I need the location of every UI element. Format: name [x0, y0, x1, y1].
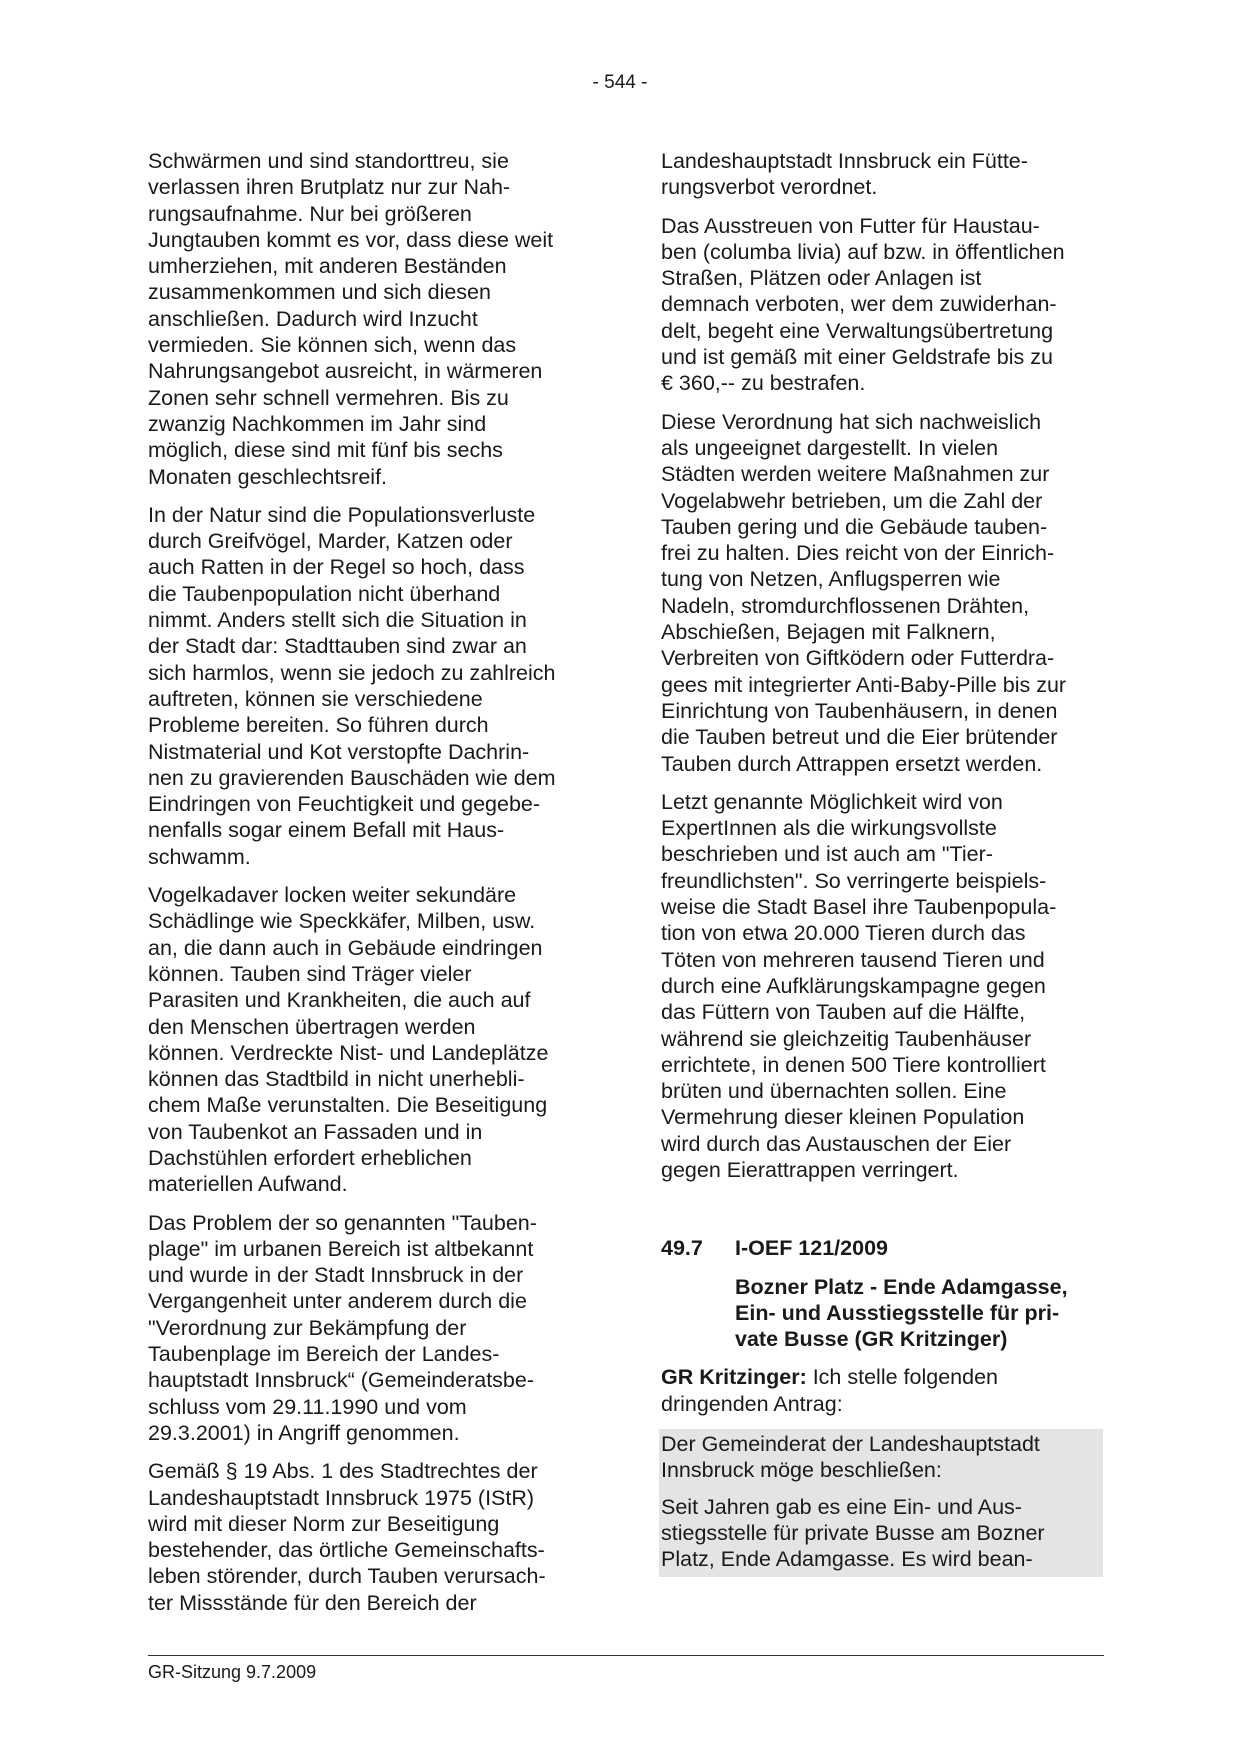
- text-line: wird durch das Austauschen der Eier: [661, 1131, 1012, 1156]
- text-line: durch eine Aufklärungskampagne gegen: [661, 973, 1046, 998]
- text-line: Vergangenheit unter anderem durch die: [148, 1289, 527, 1314]
- text-line: zusammenkommen und sich diesen: [148, 280, 491, 305]
- section-code: I-OEF 121/2009: [735, 1236, 888, 1261]
- text-line: können das Stadtbild in nicht unerhebli-: [148, 1067, 525, 1092]
- paragraph: [148, 1458, 596, 1616]
- paragraph: [661, 409, 1107, 777]
- text-line: auftreten, können sie verschiedene: [148, 686, 483, 711]
- motion-box: [659, 1429, 1103, 1576]
- text-line: Das Ausstreuen von Futter für Haustau-: [661, 213, 1040, 238]
- text-line: Zonen sehr schnell vermehren. Bis zu: [148, 385, 509, 410]
- text-line: € 360,-- zu bestrafen.: [661, 371, 866, 396]
- text-line: nimmt. Anders stellt sich die Situation in: [148, 608, 527, 633]
- text-line: delt, begeht eine Verwaltungsübertretung: [661, 318, 1054, 343]
- text-line: Nahrungsangebot ausreicht, in wärmeren: [148, 359, 543, 384]
- text-line: Einrichtung von Taubenhäusern, in denen: [661, 698, 1058, 723]
- text-line: Parasiten und Krankheiten, die auch auf: [148, 988, 531, 1013]
- speaker-text: Ich stelle folgenden: [806, 1365, 998, 1390]
- text-line: von Taubenkot an Fassaden und in: [148, 1119, 483, 1144]
- text-line: gegen Eierattrappen verringert.: [661, 1157, 959, 1182]
- text-line: Eindringen von Feuchtigkeit und gegebe-: [148, 792, 541, 817]
- paragraph: [148, 502, 596, 870]
- text-line: rungsverbot verordnet.: [661, 175, 878, 200]
- text-line: Jungtauben kommt es vor, dass diese weit: [148, 227, 554, 252]
- speaker-name: GR Kritzinger:: [661, 1365, 807, 1390]
- text-line: errichtete, in denen 500 Tiere kontrolliert: [661, 1052, 1046, 1077]
- text-line: tung von Netzen, Anflugsperren wie: [661, 567, 1001, 592]
- text-line: In der Natur sind die Populationsverluste: [148, 502, 536, 527]
- paragraph: [661, 148, 1107, 201]
- text-line: an, die dann auch in Gebäude eindringen: [148, 935, 543, 960]
- text-line: Probleme bereiten. So führen durch: [148, 713, 489, 738]
- text-line: tion von etwa 20.000 Tieren durch das: [661, 921, 1026, 946]
- text-line: Nistmaterial und Kot verstopfte Dachrin-: [148, 739, 530, 764]
- text-line: rungsaufnahme. Nur bei größeren: [148, 201, 472, 226]
- text-line: Vermehrung dieser kleinen Population: [661, 1105, 1025, 1130]
- text-line: Nadeln, stromdurchflossenen Drähten,: [661, 593, 1030, 618]
- text-line: Städten werden weitere Maßnahmen zur: [661, 462, 1050, 487]
- text-line: materiellen Aufwand.: [148, 1172, 348, 1197]
- footer-divider: [148, 1655, 1104, 1656]
- text-line: frei zu halten. Dies reicht von der Einrich-: [661, 541, 1055, 566]
- text-line: als ungeeignet dargestellt. In vielen: [661, 435, 999, 460]
- speaker-paragraph: [661, 1364, 1107, 1417]
- text-line: demnach verboten, wer dem zuwiderhan-: [661, 292, 1057, 317]
- text-line: freundlichsten". So verringerte beispiels-: [661, 868, 1047, 893]
- text-line: leben störender, durch Tauben verursach-: [148, 1564, 546, 1589]
- text-line: Landeshauptstadt Innsbruck ein Fütte-: [661, 149, 1028, 173]
- text-line: "Verordnung zur Bekämpfung der: [148, 1315, 467, 1340]
- text-line: Abschießen, Bejagen mit Falknern,: [661, 620, 996, 645]
- text-line: Tauben gering und die Gebäude tauben-: [661, 514, 1048, 539]
- paragraph: [148, 148, 596, 490]
- text-line: wird mit dieser Norm zur Beseitigung: [148, 1511, 500, 1536]
- text-line: beschrieben und ist auch am "Tier-: [661, 842, 993, 867]
- text-line: umherziehen, mit anderen Beständen: [148, 254, 507, 279]
- text-line: der Stadt dar: Stadttauben sind zwar an: [148, 634, 527, 659]
- text-line: Verbreiten von Giftködern oder Futterdra-: [661, 646, 1055, 671]
- text-line: die Tauben betreut und die Eier brütender: [661, 725, 1058, 750]
- text-line: den Menschen übertragen werden: [148, 1014, 476, 1039]
- paragraph: [661, 1431, 1103, 1484]
- paragraph: [661, 1494, 1103, 1573]
- text-line: Innsbruck möge beschließen:: [661, 1458, 942, 1483]
- text-line: Seit Jahren gab es eine Ein- und Aus-: [661, 1494, 1022, 1519]
- paragraph: [148, 882, 596, 1198]
- text-line: dringenden Antrag:: [661, 1391, 843, 1416]
- text-line: Schädlinge wie Speckkäfer, Milben, usw.: [148, 909, 536, 934]
- text-line: schluss vom 29.11.1990 und vom: [148, 1394, 467, 1419]
- text-line: Dachstühlen erfordert erheblichen: [148, 1145, 472, 1170]
- text-line: und ist gemäß mit einer Geldstrafe bis zu: [661, 345, 1053, 370]
- text-line: möglich, diese sind mit fünf bis sechs: [148, 438, 503, 463]
- text-line: Letzt genannte Möglichkeit wird von: [661, 789, 1003, 814]
- footer-text: GR-Sitzung 9.7.2009: [148, 1662, 317, 1682]
- text-line: können. Tauben sind Träger vieler: [148, 961, 472, 986]
- text-line: Vogelkadaver locken weiter sekundäre: [148, 883, 517, 908]
- text-line: 29.3.2001) in Angriff genommen.: [148, 1420, 460, 1445]
- text-line: nenfalls sogar einem Befall mit Haus-: [148, 818, 505, 843]
- right-column: [661, 148, 1107, 1577]
- text-line: ter Missstände für den Bereich der: [148, 1590, 477, 1615]
- text-line: Vogelabwehr betrieben, um die Zahl der: [661, 488, 1043, 513]
- text-line: Straßen, Plätzen oder Anlagen ist: [661, 266, 982, 291]
- text-line: sich harmlos, wenn sie jedoch zu zahlreich: [148, 660, 556, 685]
- subtitle-line: vate Busse (GR Kritzinger): [735, 1327, 1008, 1352]
- section-heading: [661, 1235, 1107, 1352]
- paragraph: [661, 789, 1107, 1183]
- text-line: plage" im urbanen Bereich ist altbekannt: [148, 1236, 534, 1261]
- text-line: ben (columba livia) auf bzw. in öffentlichen: [661, 239, 1065, 264]
- paragraph: [148, 1210, 596, 1447]
- section-subtitle: [735, 1274, 1107, 1353]
- subtitle-line: Bozner Platz - Ende Adamgasse,: [735, 1274, 1068, 1299]
- text-line: Das Problem der so genannten "Tauben-: [148, 1210, 537, 1235]
- text-line: Schwärmen und sind standorttreu, sie: [148, 149, 509, 173]
- text-line: Der Gemeinderat der Landeshauptstadt: [661, 1432, 1040, 1457]
- text-line: brüten und übernachten sollen. Eine: [661, 1079, 1007, 1104]
- text-line: nen zu gravierenden Bauschäden wie dem: [148, 765, 556, 790]
- page-number: - 544 -: [592, 72, 648, 93]
- text-line: stiegsstelle für private Busse am Bozner: [661, 1520, 1045, 1545]
- text-line: vermieden. Sie können sich, wenn das: [148, 333, 517, 358]
- left-column: [148, 148, 596, 1628]
- text-line: durch Greifvögel, Marder, Katzen oder: [148, 529, 513, 554]
- text-line: Monaten geschlechtsreif.: [148, 464, 388, 489]
- section-number: 49.7: [661, 1236, 703, 1261]
- text-line: die Taubenpopulation nicht überhand: [148, 581, 501, 606]
- text-line: anschließen. Dadurch wird Inzucht: [148, 306, 478, 331]
- text-line: Taubenplage im Bereich der Landes-: [148, 1342, 500, 1367]
- text-line: bestehender, das örtliche Gemeinschafts-: [148, 1538, 545, 1563]
- paragraph: [661, 213, 1107, 397]
- text-line: Töten von mehreren tausend Tieren und: [661, 947, 1045, 972]
- text-line: chem Maße verunstalten. Die Beseitigung: [148, 1093, 548, 1118]
- subtitle-line: Ein- und Ausstiegsstelle für pri-: [735, 1300, 1060, 1325]
- text-line: ExpertInnen als die wirkungsvollste: [661, 816, 997, 841]
- text-line: hauptstadt Innsbruck“ (Gemeinderatsbe-: [148, 1368, 535, 1393]
- text-line: Landeshauptstadt Innsbruck 1975 (IStR): [148, 1485, 535, 1510]
- text-line: Gemäß § 19 Abs. 1 des Stadtrechtes der: [148, 1459, 538, 1484]
- text-line: Tauben durch Attrappen ersetzt werden.: [661, 751, 1043, 776]
- text-line: Platz, Ende Adamgasse. Es wird bean-: [661, 1547, 1033, 1572]
- text-line: Diese Verordnung hat sich nachweislich: [661, 409, 1042, 434]
- text-line: zwanzig Nachkommen im Jahr sind: [148, 411, 487, 436]
- text-line: können. Verdreckte Nist- und Landeplätze: [148, 1040, 549, 1065]
- text-line: schwamm.: [148, 844, 251, 869]
- text-line: gees mit integrierter Anti-Baby-Pille bis zur: [661, 672, 1067, 697]
- text-line: während sie gleichzeitig Taubenhäuser: [661, 1026, 1032, 1051]
- text-line: auch Ratten in der Regel so hoch, dass: [148, 555, 525, 580]
- text-line: verlassen ihren Brutplatz nur zur Nah-: [148, 175, 511, 200]
- text-line: und wurde in der Stadt Innsbruck in der: [148, 1263, 524, 1288]
- text-line: das Füttern von Tauben auf die Hälfte,: [661, 1000, 1026, 1025]
- text-line: weise die Stadt Basel ihre Taubenpopula-: [661, 895, 1057, 920]
